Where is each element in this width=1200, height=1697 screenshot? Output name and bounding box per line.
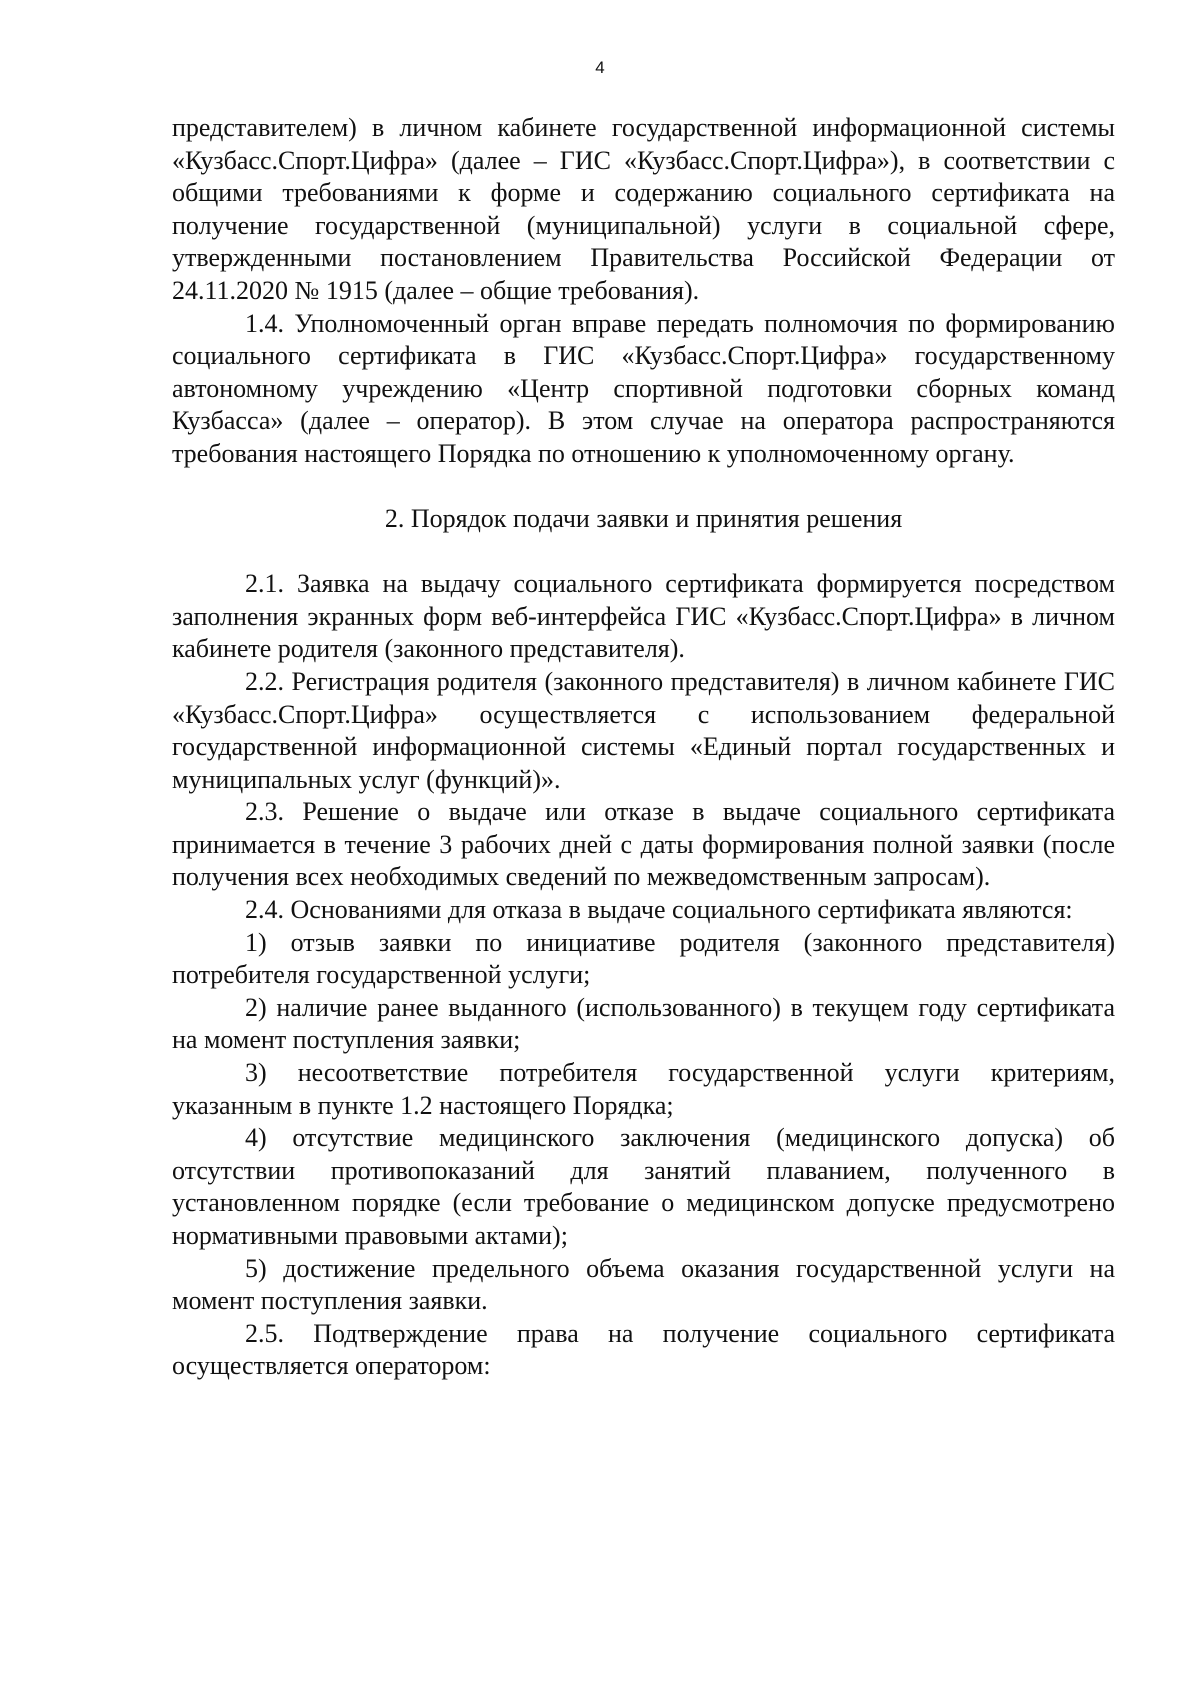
paragraph-2-5: 2.5. Подтверждение права на получение социального сертификата осуществляется оператором: <box>172 1318 1115 1381</box>
page-number: 4 <box>595 58 605 77</box>
paragraph-1-4: 1.4. Уполномоченный орган вправе передать полномочия по формированию социального сертификата в ГИС «Кузбасс.Спорт.Цифра» государственному автономному учреждению «Центр спортивной подготовки сборных команд Кузбасса» (далее – оператор). В этом случае на оператора распространяются требования настоящего Порядка по отношению к уполномоченному органу. <box>172 308 1115 468</box>
paragraph-2-4: 2.4. Основаниями для отказа в выдаче социального сертификата являются: <box>245 895 1073 925</box>
list-item-4: 4) отсутствие медицинского заключения (медицинского допуска) об отсутствии противопоказаний для занятий плаванием, полученного в установленном порядке (если требование о медицинском допуске предусмотрено нормативными правовыми актами); <box>172 1123 1115 1250</box>
paragraph-continuation: представителем) в личном кабинете государственной информационной системы «Кузбасс.Спорт.Цифра» (далее – ГИС «Кузбасс.Спорт.Цифра»), в соответствии с общими требованиями к форме и содержанию социального сертификата на получение государственной (муниципальной) услуги в социальной сфере, утвержденными постановлением Правительства Российской Федерации от 24.11.2020 № 1915 (далее – общие требования). <box>172 113 1115 305</box>
list-item-5: 5) достижение предельного объема оказания государственной услуги на момент поступления заявки. <box>172 1253 1115 1316</box>
paragraph-2-3: 2.3. Решение о выдаче или отказе в выдаче социального сертификата принимается в течение 3 рабочих дней с даты формирования полной заявки (после получения всех необходимых сведений по межведомственным запросам). <box>172 797 1115 892</box>
section-heading: 2. Порядок подачи заявки и принятия решения <box>384 503 903 533</box>
document-body <box>172 112 1115 1383</box>
list-item-1: 1) отзыв заявки по инициативе родителя (законного представителя) потребителя государственной услуги; <box>172 927 1115 990</box>
paragraph-2-2: 2.2. Регистрация родителя (законного представителя) в личном кабинете ГИС «Кузбасс.Спорт.Цифра» осуществляется с использованием федеральной государственной информационной системы «Единый портал государственных и муниципальных услуг (функций)». <box>172 666 1115 794</box>
list-item-2: 2) наличие ранее выданного (использованного) в текущем году сертификата на момент поступления заявки; <box>172 992 1115 1055</box>
list-item-3: 3) несоответствие потребителя государственной услуги критериям, указанным в пункте 1.2 настоящего Порядка; <box>172 1058 1115 1120</box>
paragraph-2-1: 2.1. Заявка на выдачу социального сертификата формируется посредством заполнения экранных форм веб-интерфейса ГИС «Кузбасс.Спорт.Цифра» в личном кабинете родителя (законного представителя). <box>172 569 1115 664</box>
